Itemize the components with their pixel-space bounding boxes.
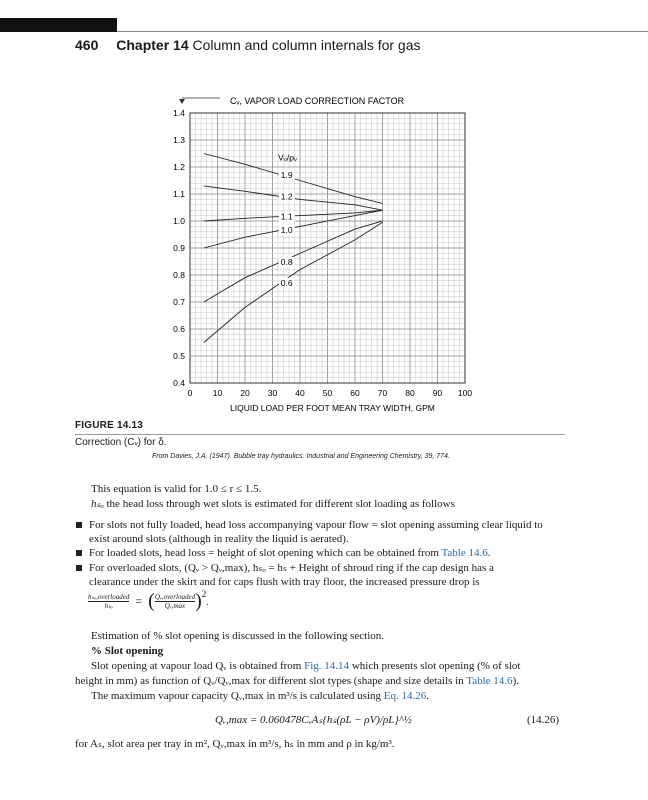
y-tick-label: 1.4 — [173, 108, 185, 118]
y-tick-label: 0.9 — [173, 243, 185, 253]
estimation-sentence: Estimation of % slot opening is discussed in the following section. — [91, 630, 384, 642]
max-capacity-text: The maximum vapour capacity Qᵥ,max in m³/s is calculated using — [91, 690, 384, 702]
max-capacity-end: . — [426, 690, 429, 702]
slot-opening-text-b: which presents slot opening (% of slot — [349, 660, 521, 672]
slot-opening-text-c: height in mm) as function of Qᵥ/Qᵥ,max for different slot types (shape and size details in — [75, 675, 467, 687]
table-14-6-link[interactable]: Table 14.6 — [441, 547, 488, 559]
x-tick-label: 30 — [267, 388, 278, 398]
y-tick-label: 1.2 — [173, 162, 185, 172]
x-tick-label: 100 — [457, 388, 473, 398]
series-label: 1.0 — [280, 225, 293, 236]
frac2-denominator: Qᵥ,max — [155, 601, 195, 610]
head-loss-sentence — [91, 497, 455, 512]
head-loss-text: the head loss through wet slots is estimated for different slot loading as follows — [103, 498, 455, 510]
slot-opening-line1 — [91, 659, 520, 674]
y-tick-label: 0.8 — [173, 270, 185, 280]
x-tick-label: 10 — [212, 388, 223, 398]
units-sentence: for Aₛ, slot area per tray in m², Qᵥ,max in m³/s, hₛ in mm and ρ in kg/m³. — [75, 738, 395, 750]
equation-number: (14.26) — [527, 714, 560, 726]
slot-opening-text-a: Slot opening at vapour load Qᵥ is obtained from — [91, 660, 305, 672]
title-arrow-icon — [179, 99, 185, 104]
section-heading: % Slot opening — [91, 645, 164, 657]
chart-title: Cᵥ, VAPOR LOAD CORRECTION FACTOR — [230, 96, 405, 106]
bullet-overloaded — [89, 561, 569, 589]
y-tick-label: 0.5 — [173, 351, 185, 361]
x-axis-label: LIQUID LOAD PER FOOT MEAN TRAY WIDTH, GPM — [230, 403, 435, 413]
x-tick-label: 50 — [322, 388, 333, 398]
chapter-label: Chapter 14 — [116, 37, 189, 53]
bullet-loaded-text: For loaded slots, head loss = height of slot opening which can be obtained from — [89, 547, 442, 559]
y-tick-label: 1.3 — [173, 135, 185, 145]
frac1-denominator: hₛₒ — [88, 601, 129, 610]
slot-opening-line2 — [75, 674, 519, 689]
validity-sentence: This equation is valid for 1.0 ≤ r ≤ 1.5. — [91, 483, 262, 495]
y-tick-label: 1.0 — [173, 216, 185, 226]
y-tick-label: 0.6 — [173, 324, 185, 334]
frac1-numerator: hₛₒ,overloaded — [88, 593, 130, 601]
series-label: 0.6 — [280, 277, 293, 288]
figure-caption: Correction (Cᵥ) for δ. — [75, 437, 167, 448]
bullet-overloaded-line2: clearance under the skirt and for caps flush with tray floor, the increased pressure drop is — [89, 576, 480, 588]
x-tick-label: 80 — [405, 388, 415, 398]
bullet-overloaded-line1: For overloaded slots, (Qᵥ > Qᵥ,max), hₛₒ = hₛ + Height of shroud ring if the cap design has a — [89, 562, 494, 574]
bullet-loaded — [89, 546, 565, 560]
equation-14-26: Qᵥ,max = 0.060478CᵥAₛ{hₛ(ρL − ρV)/ρL}^½ — [215, 714, 412, 726]
frac2-numerator: Qᵥ,overloaded — [154, 593, 196, 601]
figure-source: From Davies, J.A. (1947). Bubble tray hydraulics. Industrial and Engineering Chemistry, 39, 774. — [152, 453, 450, 460]
slot-opening-text-d: ). — [512, 675, 519, 687]
fig-14-14-link[interactable]: Fig. 14.14 — [304, 660, 350, 672]
curve-label-title: Vₒ/ρᵥ — [278, 152, 297, 163]
chapter-title: Column and column internals for gas — [192, 37, 421, 53]
x-tick-label: 90 — [432, 388, 443, 398]
x-tick-label: 0 — [187, 388, 193, 398]
x-tick-label: 70 — [377, 388, 388, 398]
series-label: 1.1 — [280, 211, 293, 222]
x-tick-label: 60 — [350, 388, 360, 398]
max-capacity-sentence — [91, 689, 429, 704]
bullet-loaded-end: . — [487, 547, 491, 559]
eq-14-26-link[interactable]: Eq. 14.26 — [383, 690, 427, 702]
series-label: 1.9 — [280, 169, 293, 180]
pressure-drop-equation: hₛₒ,overloaded hₛₒ = ( Qᵥ,overloaded Qᵥ,max ) $^2$ . — [88, 588, 209, 612]
x-tick-label: 40 — [295, 388, 305, 398]
y-tick-label: 0.4 — [173, 378, 185, 388]
series-label: 1.2 — [280, 191, 293, 202]
page-number: 460 — [75, 37, 99, 53]
figure-rule — [75, 434, 565, 435]
y-tick-label: 1.1 — [173, 189, 185, 199]
table-14-6-link-2[interactable]: Table 14.6 — [466, 675, 513, 687]
y-tick-label: 0.7 — [173, 297, 185, 307]
figure-label: FIGURE 14.13 — [75, 420, 143, 431]
x-tick-label: 20 — [240, 388, 250, 398]
hso-symbol: hₛₒ — [91, 498, 104, 510]
bullet-not-fully-loaded: For slots not fully loaded, head loss accompanying vapour flow = slot opening assuming clear liquid to exist around slots (although in reality the liquid is aerated). — [89, 518, 565, 546]
series-label: 0.8 — [280, 256, 293, 267]
